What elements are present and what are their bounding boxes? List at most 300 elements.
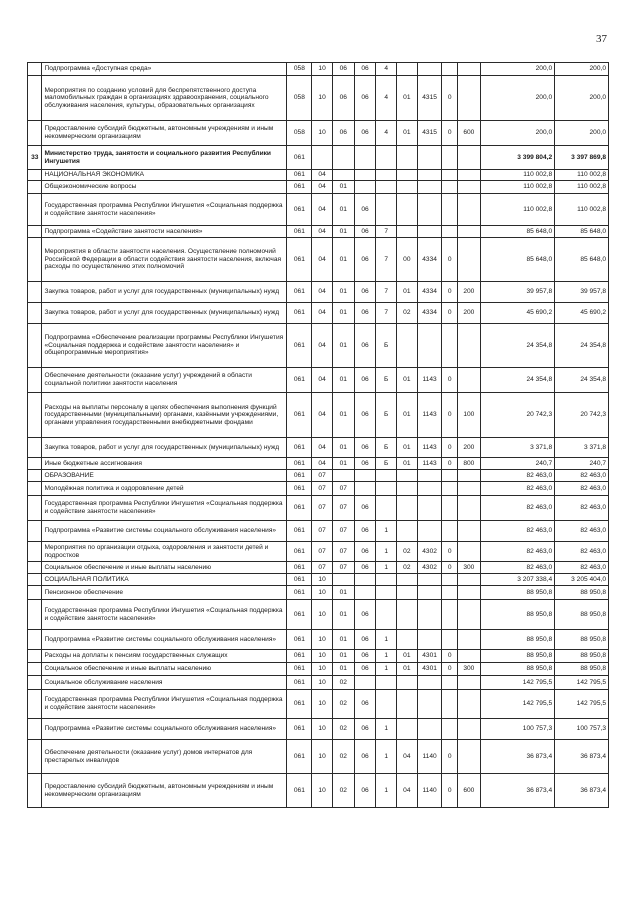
code-cell: 4301 bbox=[417, 650, 442, 663]
code-cell: 02 bbox=[397, 303, 418, 324]
code-cell: 02 bbox=[397, 562, 418, 574]
row-name-cell: Мероприятия по созданию условий для беспрепятственного доступа маломобильных граждан в организациях здравоохранения, социального обслуживания населения, культуры, образовательных организациях bbox=[42, 76, 287, 121]
amount-cell: 82 463,0 bbox=[480, 482, 554, 496]
table-row bbox=[28, 630, 609, 650]
code-cell bbox=[417, 324, 442, 368]
code-cell: 04 bbox=[312, 226, 333, 238]
table-row bbox=[28, 719, 609, 740]
code-cell: 01 bbox=[332, 630, 354, 650]
code-cell: 06 bbox=[354, 650, 376, 663]
table-row bbox=[28, 282, 609, 303]
amount-cell: 110 002,8 bbox=[555, 194, 609, 226]
code-cell: 061 bbox=[287, 562, 312, 574]
row-name-cell: ОБРАЗОВАНИЕ bbox=[42, 470, 287, 482]
table-row bbox=[28, 393, 609, 438]
code-cell: 0 bbox=[442, 76, 458, 121]
code-cell: 061 bbox=[287, 181, 312, 194]
amount-cell: 3 397 869,8 bbox=[555, 146, 609, 170]
code-cell: 01 bbox=[397, 393, 418, 438]
code-cell: 061 bbox=[287, 650, 312, 663]
code-cell bbox=[442, 521, 458, 542]
code-cell: 0 bbox=[442, 438, 458, 458]
code-cell: 07 bbox=[332, 542, 354, 562]
code-cell: 061 bbox=[287, 719, 312, 740]
code-cell: 0 bbox=[442, 238, 458, 282]
amount-cell: 88 950,8 bbox=[480, 630, 554, 650]
code-cell bbox=[354, 170, 376, 181]
code-cell bbox=[417, 586, 442, 600]
code-cell: 06 bbox=[354, 719, 376, 740]
code-cell bbox=[457, 740, 480, 774]
code-cell: 061 bbox=[287, 194, 312, 226]
table-row bbox=[28, 562, 609, 574]
amount-cell: 24 354,8 bbox=[480, 368, 554, 393]
budget-table bbox=[27, 62, 609, 808]
code-cell: 061 bbox=[287, 282, 312, 303]
code-cell: 600 bbox=[457, 121, 480, 146]
code-cell bbox=[442, 146, 458, 170]
code-cell: 0 bbox=[442, 740, 458, 774]
code-cell: 1140 bbox=[417, 774, 442, 808]
code-cell: 0 bbox=[442, 393, 458, 438]
code-cell bbox=[332, 470, 354, 482]
code-cell bbox=[417, 226, 442, 238]
code-cell: 07 bbox=[332, 562, 354, 574]
row-number-cell bbox=[28, 63, 42, 76]
row-number-cell bbox=[28, 690, 42, 719]
code-cell: 04 bbox=[312, 238, 333, 282]
code-cell: 02 bbox=[397, 542, 418, 562]
table-row bbox=[28, 586, 609, 600]
code-cell: 0 bbox=[442, 282, 458, 303]
code-cell: 1 bbox=[376, 521, 397, 542]
code-cell: 07 bbox=[312, 562, 333, 574]
amount-cell: 240,7 bbox=[480, 458, 554, 470]
code-cell: 10 bbox=[312, 676, 333, 690]
amount-cell: 82 463,0 bbox=[480, 521, 554, 542]
code-cell: 01 bbox=[397, 458, 418, 470]
code-cell: 01 bbox=[332, 282, 354, 303]
row-name-cell: Обеспечение деятельности (оказание услуг) домов интернатов для престарелых инвалидов bbox=[42, 740, 287, 774]
code-cell: 061 bbox=[287, 368, 312, 393]
code-cell: 06 bbox=[354, 226, 376, 238]
code-cell: 061 bbox=[287, 303, 312, 324]
code-cell: 061 bbox=[287, 586, 312, 600]
code-cell: 1 bbox=[376, 562, 397, 574]
code-cell: 04 bbox=[312, 458, 333, 470]
code-cell bbox=[397, 586, 418, 600]
code-cell: 300 bbox=[457, 562, 480, 574]
row-name-cell: Закупка товаров, работ и услуг для государственных (муниципальных) нужд bbox=[42, 303, 287, 324]
row-name-cell: Общеэкономические вопросы bbox=[42, 181, 287, 194]
code-cell bbox=[457, 181, 480, 194]
code-cell: 01 bbox=[332, 663, 354, 676]
code-cell: 0 bbox=[442, 774, 458, 808]
code-cell: 06 bbox=[354, 458, 376, 470]
code-cell: 06 bbox=[354, 368, 376, 393]
table-row bbox=[28, 303, 609, 324]
code-cell: 06 bbox=[354, 238, 376, 282]
code-cell: 200 bbox=[457, 438, 480, 458]
code-cell: 061 bbox=[287, 542, 312, 562]
code-cell bbox=[397, 521, 418, 542]
code-cell bbox=[376, 586, 397, 600]
code-cell: 10 bbox=[312, 630, 333, 650]
code-cell: 0 bbox=[442, 663, 458, 676]
code-cell: 061 bbox=[287, 393, 312, 438]
table-row bbox=[28, 574, 609, 586]
code-cell bbox=[442, 719, 458, 740]
code-cell: 01 bbox=[332, 393, 354, 438]
code-cell: 10 bbox=[312, 740, 333, 774]
code-cell: 1143 bbox=[417, 368, 442, 393]
table-row bbox=[28, 438, 609, 458]
code-cell bbox=[397, 690, 418, 719]
table-row bbox=[28, 170, 609, 181]
table-row bbox=[28, 650, 609, 663]
code-cell: 061 bbox=[287, 324, 312, 368]
code-cell bbox=[376, 470, 397, 482]
row-number-cell bbox=[28, 470, 42, 482]
row-name-cell: НАЦИОНАЛЬНАЯ ЭКОНОМИКА bbox=[42, 170, 287, 181]
amount-cell: 88 950,8 bbox=[555, 586, 609, 600]
table-row bbox=[28, 774, 609, 808]
code-cell: 4315 bbox=[417, 76, 442, 121]
row-number-cell bbox=[28, 630, 42, 650]
code-cell: 01 bbox=[332, 324, 354, 368]
code-cell: 200 bbox=[457, 303, 480, 324]
row-name-cell: Предоставление субсидий бюджетным, автономным учреждениям и иным некоммерческим организациям bbox=[42, 121, 287, 146]
row-name-cell: Социальное обслуживание населения bbox=[42, 676, 287, 690]
code-cell bbox=[332, 170, 354, 181]
amount-cell: 200,0 bbox=[480, 63, 554, 76]
amount-cell: 39 957,8 bbox=[555, 282, 609, 303]
amount-cell: 39 957,8 bbox=[480, 282, 554, 303]
row-number-cell: 33 bbox=[28, 146, 42, 170]
code-cell: 06 bbox=[354, 600, 376, 630]
code-cell: 10 bbox=[312, 121, 333, 146]
table-row bbox=[28, 470, 609, 482]
amount-cell: 142 795,5 bbox=[555, 690, 609, 719]
row-number-cell bbox=[28, 324, 42, 368]
row-name-cell: Закупка товаров, работ и услуг для государственных (муниципальных) нужд bbox=[42, 282, 287, 303]
code-cell: 4302 bbox=[417, 542, 442, 562]
code-cell: 07 bbox=[312, 470, 333, 482]
code-cell bbox=[457, 226, 480, 238]
row-number-cell bbox=[28, 676, 42, 690]
code-cell: 600 bbox=[457, 774, 480, 808]
code-cell: 1143 bbox=[417, 438, 442, 458]
code-cell: 061 bbox=[287, 690, 312, 719]
row-number-cell bbox=[28, 393, 42, 438]
row-number-cell bbox=[28, 282, 42, 303]
table-row bbox=[28, 121, 609, 146]
code-cell bbox=[442, 586, 458, 600]
code-cell: 100 bbox=[457, 393, 480, 438]
code-cell: 07 bbox=[332, 496, 354, 521]
code-cell: 061 bbox=[287, 458, 312, 470]
code-cell: Б bbox=[376, 324, 397, 368]
row-name-cell: Подпрограмма «Развитие системы социального обслуживания населения» bbox=[42, 719, 287, 740]
code-cell bbox=[417, 719, 442, 740]
code-cell bbox=[397, 324, 418, 368]
code-cell bbox=[417, 170, 442, 181]
code-cell: 10 bbox=[312, 690, 333, 719]
amount-cell: 110 002,8 bbox=[555, 170, 609, 181]
code-cell: 1 bbox=[376, 650, 397, 663]
code-cell: 01 bbox=[397, 368, 418, 393]
code-cell: Б bbox=[376, 458, 397, 470]
row-number-cell bbox=[28, 774, 42, 808]
code-cell: 4334 bbox=[417, 282, 442, 303]
amount-cell: 85 648,0 bbox=[555, 226, 609, 238]
amount-cell: 110 002,8 bbox=[480, 181, 554, 194]
code-cell: 1140 bbox=[417, 740, 442, 774]
code-cell: 058 bbox=[287, 76, 312, 121]
row-name-cell: Обеспечение деятельности (оказание услуг) учреждений в области социальной политики занятости населения bbox=[42, 368, 287, 393]
code-cell: 04 bbox=[312, 303, 333, 324]
code-cell bbox=[397, 719, 418, 740]
code-cell: 061 bbox=[287, 438, 312, 458]
code-cell: 06 bbox=[354, 303, 376, 324]
amount-cell: 82 463,0 bbox=[480, 562, 554, 574]
code-cell: 02 bbox=[332, 690, 354, 719]
table-row bbox=[28, 690, 609, 719]
row-number-cell bbox=[28, 303, 42, 324]
table-row bbox=[28, 63, 609, 76]
amount-cell: 110 002,8 bbox=[555, 181, 609, 194]
code-cell bbox=[442, 600, 458, 630]
code-cell: 061 bbox=[287, 521, 312, 542]
code-cell: 04 bbox=[312, 393, 333, 438]
code-cell: 06 bbox=[354, 521, 376, 542]
code-cell bbox=[354, 482, 376, 496]
amount-cell: 3 399 804,2 bbox=[480, 146, 554, 170]
amount-cell: 82 463,0 bbox=[555, 562, 609, 574]
code-cell: 01 bbox=[332, 368, 354, 393]
code-cell bbox=[376, 170, 397, 181]
code-cell: 061 bbox=[287, 238, 312, 282]
table-row bbox=[28, 181, 609, 194]
amount-cell: 85 648,0 bbox=[555, 238, 609, 282]
code-cell bbox=[332, 574, 354, 586]
code-cell bbox=[397, 574, 418, 586]
amount-cell: 200,0 bbox=[480, 76, 554, 121]
code-cell: 06 bbox=[354, 542, 376, 562]
code-cell: 7 bbox=[376, 282, 397, 303]
code-cell: 1 bbox=[376, 774, 397, 808]
code-cell: 061 bbox=[287, 170, 312, 181]
row-name-cell: Подпрограмма «Доступная среда» bbox=[42, 63, 287, 76]
table-row bbox=[28, 496, 609, 521]
code-cell: 06 bbox=[354, 282, 376, 303]
code-cell: 0 bbox=[442, 121, 458, 146]
table-row bbox=[28, 368, 609, 393]
code-cell bbox=[442, 630, 458, 650]
code-cell bbox=[457, 574, 480, 586]
row-name-cell: Государственная программа Республики Ингушетия «Социальная поддержка и содействие занятости населения» bbox=[42, 690, 287, 719]
code-cell: 4334 bbox=[417, 238, 442, 282]
amount-cell: 82 463,0 bbox=[480, 470, 554, 482]
row-name-cell: Государственная программа Республики Ингушетия «Социальная поддержка и содействие занятости населения» bbox=[42, 600, 287, 630]
amount-cell: 20 742,3 bbox=[480, 393, 554, 438]
table-row bbox=[28, 226, 609, 238]
code-cell: 01 bbox=[332, 181, 354, 194]
code-cell: 061 bbox=[287, 740, 312, 774]
amount-cell: 82 463,0 bbox=[555, 482, 609, 496]
code-cell bbox=[417, 676, 442, 690]
row-name-cell: Предоставление субсидий бюджетным, автономным учреждениям и иным некоммерческим организациям bbox=[42, 774, 287, 808]
code-cell: 01 bbox=[332, 226, 354, 238]
code-cell bbox=[417, 470, 442, 482]
amount-cell: 100 757,3 bbox=[555, 719, 609, 740]
code-cell: 00 bbox=[397, 238, 418, 282]
amount-cell: 24 354,8 bbox=[555, 368, 609, 393]
code-cell: 300 bbox=[457, 663, 480, 676]
page-number: 37 bbox=[596, 33, 607, 45]
code-cell bbox=[417, 630, 442, 650]
code-cell: 01 bbox=[332, 586, 354, 600]
code-cell: 01 bbox=[332, 650, 354, 663]
amount-cell: 24 354,8 bbox=[555, 324, 609, 368]
code-cell bbox=[397, 63, 418, 76]
row-name-cell: Социальное обеспечение и иные выплаты населению bbox=[42, 562, 287, 574]
amount-cell: 82 463,0 bbox=[555, 470, 609, 482]
code-cell: 01 bbox=[332, 600, 354, 630]
code-cell: 0 bbox=[442, 303, 458, 324]
code-cell: 04 bbox=[397, 774, 418, 808]
code-cell bbox=[397, 181, 418, 194]
code-cell bbox=[376, 574, 397, 586]
code-cell: 04 bbox=[312, 181, 333, 194]
code-cell bbox=[457, 76, 480, 121]
amount-cell: 85 648,0 bbox=[480, 226, 554, 238]
code-cell: 4 bbox=[376, 63, 397, 76]
row-number-cell bbox=[28, 458, 42, 470]
code-cell: 07 bbox=[312, 496, 333, 521]
code-cell bbox=[397, 600, 418, 630]
row-number-cell bbox=[28, 194, 42, 226]
amount-cell: 88 950,8 bbox=[555, 650, 609, 663]
code-cell bbox=[417, 482, 442, 496]
amount-cell: 36 873,4 bbox=[555, 774, 609, 808]
amount-cell: 88 950,8 bbox=[480, 600, 554, 630]
code-cell: 04 bbox=[312, 194, 333, 226]
code-cell bbox=[312, 146, 333, 170]
code-cell bbox=[397, 630, 418, 650]
code-cell: 01 bbox=[397, 663, 418, 676]
code-cell: 04 bbox=[312, 368, 333, 393]
amount-cell: 88 950,8 bbox=[555, 663, 609, 676]
row-name-cell: Молодёжная политика и оздоровление детей bbox=[42, 482, 287, 496]
row-name-cell: Государственная программа Республики Ингушетия «Социальная поддержка и содействие занятости населения» bbox=[42, 496, 287, 521]
code-cell: Б bbox=[376, 438, 397, 458]
row-name-cell: Расходы на доплаты к пенсиям государственных служащих bbox=[42, 650, 287, 663]
amount-cell: 142 795,5 bbox=[480, 676, 554, 690]
row-number-cell bbox=[28, 574, 42, 586]
code-cell: 4315 bbox=[417, 121, 442, 146]
code-cell bbox=[376, 676, 397, 690]
code-cell: 0 bbox=[442, 368, 458, 393]
row-name-cell: Расходы на выплаты персоналу в целях обеспечения выполнения функций государственными (муниципальными) органами, казёнными учреждениями, органами управления государственными внебюджетными фондами bbox=[42, 393, 287, 438]
code-cell: 04 bbox=[312, 282, 333, 303]
code-cell: 06 bbox=[354, 562, 376, 574]
code-cell: 4301 bbox=[417, 663, 442, 676]
code-cell: 10 bbox=[312, 63, 333, 76]
code-cell: 1 bbox=[376, 663, 397, 676]
code-cell bbox=[457, 650, 480, 663]
code-cell: 06 bbox=[354, 438, 376, 458]
code-cell: 02 bbox=[332, 740, 354, 774]
amount-cell: 3 371,8 bbox=[555, 438, 609, 458]
amount-cell: 3 205 404,0 bbox=[555, 574, 609, 586]
code-cell: 06 bbox=[354, 76, 376, 121]
code-cell: 1143 bbox=[417, 458, 442, 470]
code-cell bbox=[417, 521, 442, 542]
code-cell bbox=[417, 574, 442, 586]
row-number-cell bbox=[28, 76, 42, 121]
code-cell: 06 bbox=[332, 121, 354, 146]
row-number-cell bbox=[28, 496, 42, 521]
amount-cell: 110 002,8 bbox=[480, 170, 554, 181]
code-cell bbox=[417, 600, 442, 630]
table-row bbox=[28, 324, 609, 368]
code-cell bbox=[442, 482, 458, 496]
row-number-cell bbox=[28, 663, 42, 676]
code-cell bbox=[442, 324, 458, 368]
amount-cell: 20 742,3 bbox=[555, 393, 609, 438]
code-cell: 058 bbox=[287, 121, 312, 146]
row-name-cell: Иные бюджетные ассигнования bbox=[42, 458, 287, 470]
code-cell: 1 bbox=[376, 740, 397, 774]
amount-cell: 88 950,8 bbox=[555, 630, 609, 650]
code-cell: 04 bbox=[397, 740, 418, 774]
row-name-cell: Подпрограмма «Обеспечение реализации программы Республики Ингушетия «Социальная поддержка и содействие занятости населения» и общепрограммные мероприятия» bbox=[42, 324, 287, 368]
amount-cell: 82 463,0 bbox=[555, 521, 609, 542]
code-cell bbox=[457, 719, 480, 740]
code-cell bbox=[457, 542, 480, 562]
code-cell: 06 bbox=[354, 121, 376, 146]
code-cell bbox=[376, 600, 397, 630]
table-row bbox=[28, 458, 609, 470]
code-cell bbox=[457, 521, 480, 542]
code-cell: 01 bbox=[332, 458, 354, 470]
code-cell bbox=[354, 574, 376, 586]
amount-cell: 88 950,8 bbox=[480, 586, 554, 600]
code-cell: 10 bbox=[312, 600, 333, 630]
code-cell bbox=[457, 368, 480, 393]
table-row bbox=[28, 76, 609, 121]
amount-cell: 88 950,8 bbox=[555, 600, 609, 630]
code-cell: 7 bbox=[376, 303, 397, 324]
table-row bbox=[28, 600, 609, 630]
code-cell bbox=[397, 194, 418, 226]
code-cell: 01 bbox=[397, 438, 418, 458]
code-cell: 06 bbox=[354, 663, 376, 676]
code-cell: 7 bbox=[376, 238, 397, 282]
code-cell bbox=[376, 194, 397, 226]
code-cell: 02 bbox=[332, 676, 354, 690]
amount-cell: 3 371,8 bbox=[480, 438, 554, 458]
code-cell: 10 bbox=[312, 774, 333, 808]
code-cell: 1143 bbox=[417, 393, 442, 438]
code-cell bbox=[354, 470, 376, 482]
code-cell bbox=[417, 146, 442, 170]
row-number-cell bbox=[28, 650, 42, 663]
row-name-cell: СОЦИАЛЬНАЯ ПОЛИТИКА bbox=[42, 574, 287, 586]
code-cell: 01 bbox=[397, 76, 418, 121]
code-cell: 04 bbox=[312, 324, 333, 368]
